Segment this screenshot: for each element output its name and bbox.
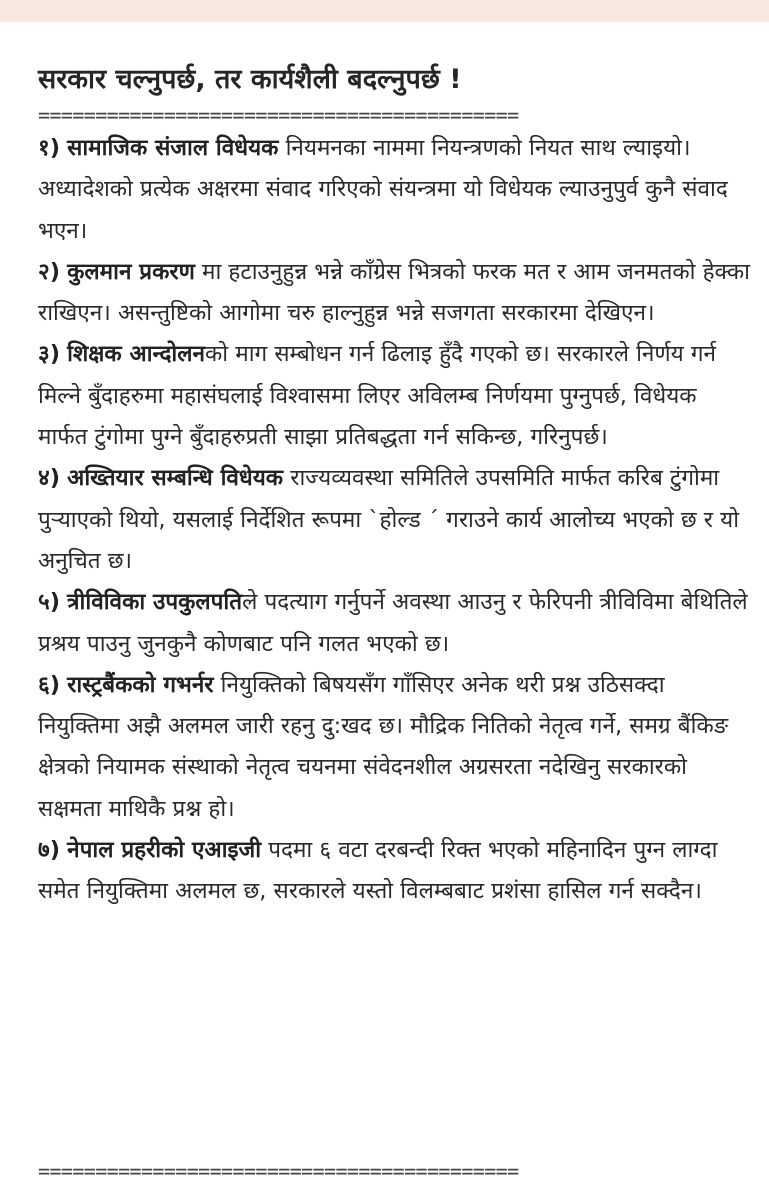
item-text: ले पदत्याग गर्नुपर्ने अवस्था आउनु र फेरिपनी त्रीविविमा बेथितिले प्रश्रय पाउनु जुनकुनै कोणबाट पनि गलत भएको छ। <box>38 589 748 657</box>
list-item <box>38 252 750 335</box>
item-heading: शिक्षक आन्दोलन <box>67 341 205 368</box>
item-heading: नेपाल प्रहरीको एआइजी <box>67 837 262 864</box>
item-text: राज्यव्यवस्था समितिले उपसमिति मार्फत करिब टुंगोमा पुर्‍याएको थियो, यसलाई निर्देशित रूपमा `होल्ड ´ गराउने कार्य आलोच्य भएको छ र यो अनुचित छ। <box>38 465 740 574</box>
item-number: ५) <box>38 589 60 616</box>
separator-top: ========================================== <box>38 103 519 127</box>
item-heading: अख्तियार सम्बन्धि विधेयक <box>67 465 284 492</box>
item-text: मा हटाउनुहुन्न भन्ने काँग्रेस भित्रको फरक मत र आम जनमतको हेक्का राखिएन। असन्तुष्टिको आगोमा चरु हाल्नुहुन्न भन्ने सजगता सरकारमा देखिएन। <box>38 258 750 327</box>
item-number: ७) <box>38 837 60 864</box>
item-heading: रास्ट्रबैंकको गभर्नर <box>67 671 214 698</box>
item-number: २) <box>38 258 60 285</box>
list-item <box>38 458 750 582</box>
item-number: ६) <box>38 671 60 698</box>
item-heading: सामाजिक संजाल विधेयक <box>67 135 279 161</box>
list-item <box>38 665 750 830</box>
list-item <box>38 334 750 458</box>
item-list <box>38 128 750 913</box>
item-number: १) <box>38 135 60 161</box>
list-item <box>38 128 750 252</box>
item-text: को माग सम्बोधन गर्न ढिलाइ हुँदै गएको छ। सरकारले निर्णय गर्न मिल्ने बुँदाहरुमा महासंघलाई विश्वासमा लिएर अविलम्ब निर्णयमा पुग्नुपर्छ, विधेयक मार्फत टुंगोमा पुग्ने बुँदाहरुप्रती साझा प्रतिबद्धता गर्न सकिन्छ, गरिनुपर्छ। <box>38 341 717 451</box>
item-heading: त्रीविविका उपकुलपति <box>67 589 243 616</box>
item-text: नियमनका नाममा नियन्त्रणको नियत साथ ल्याइयो। अध्यादेशको प्रत्येक अक्षरमा संवाद गरिएको संयन्त्रमा यो विधेयक ल्याउनुपुर्व कुनै संवाद भएन। <box>38 135 728 244</box>
list-item <box>38 582 750 665</box>
item-number: ४) <box>38 465 60 492</box>
list-item <box>38 830 750 913</box>
post-title: सरकार चल्नुपर्छ, तर कार्यशैली बदल्नुपर्छ ! <box>38 64 462 95</box>
item-text: नियुक्तिको बिषयसँग गाँसिएर अनेक थरी प्रश्न उठिसक्दा नियुक्तिमा अझै अलमल जारी रहनु दु:खद छ। मौद्रिक नितिको नेतृत्व गर्ने, समग्र बैंकिङ क्षेत्रको नियामक संस्थाको नेतृत्व चयनमा संवेदनशील अग्रसरता नदेखिनु सरकारको सक्षमता माथिकै प्रश्न हो। <box>38 671 729 822</box>
item-heading: कुलमान प्रकरण <box>67 258 195 285</box>
post-content <box>38 58 750 913</box>
separator-bottom: ========================================== <box>38 1159 519 1183</box>
item-number: ३) <box>38 341 60 368</box>
item-text: पदमा ६ वटा दरबन्दी रिक्त भएको महिनादिन पुग्न लाग्दा समेत नियुक्तिमा अलमल छ, सरकारले यस्तो विलम्बबाट प्रशंसा हासिल गर्न सक्दैन। <box>38 837 718 905</box>
top-bar <box>0 0 769 22</box>
